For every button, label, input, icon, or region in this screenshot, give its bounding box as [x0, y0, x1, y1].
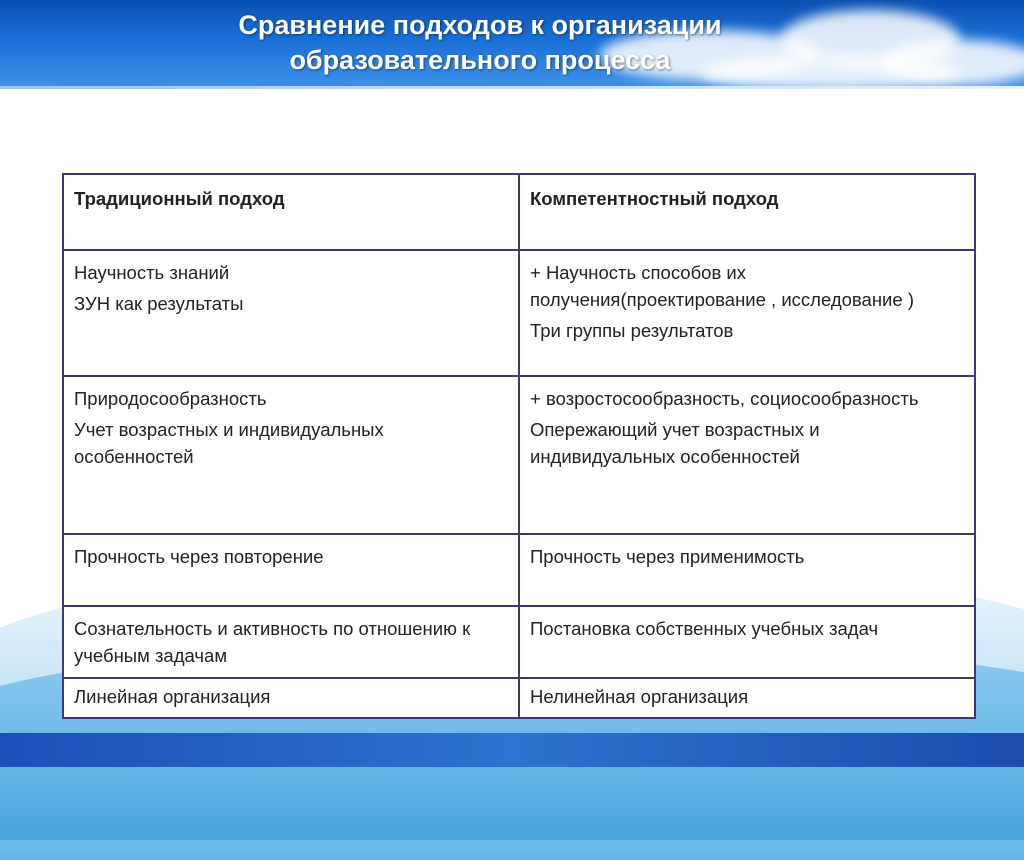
header-traditional: Традиционный подход: [63, 174, 519, 250]
cell-left: [63, 376, 519, 534]
cell-text: + возростосообразность, социосообразность: [530, 388, 919, 409]
title-banner: [0, 0, 1024, 86]
table-row: [63, 678, 975, 718]
cell-text: Природосообразность: [74, 388, 267, 409]
cell-text: Научность знаний: [74, 262, 230, 283]
cell-left: [63, 678, 519, 718]
cell-left: [63, 534, 519, 606]
cell-right: [519, 678, 975, 718]
cell-text: Постановка собственных учебных задач: [530, 618, 879, 639]
cell-right: [519, 534, 975, 606]
table-row: [63, 250, 975, 376]
table-row: [63, 376, 975, 534]
title-underline: [0, 86, 1024, 89]
table-row: [63, 534, 975, 606]
cell-text: Учет возрастных и индивидуальных особенностей: [74, 419, 384, 467]
slide-title: [0, 8, 960, 78]
cell-right: [519, 376, 975, 534]
footer-bar: [0, 733, 1024, 767]
table-row: [63, 606, 975, 678]
slide-title-line1: Сравнение подходов к организации: [238, 10, 722, 40]
cell-text: ЗУН как результаты: [74, 293, 244, 314]
slide-title-line2: образовательного процесса: [289, 45, 671, 75]
cell-text: Линейная организация: [74, 686, 271, 707]
header-competency: Компетентностный подход: [519, 174, 975, 250]
cell-text: Прочность через повторение: [74, 546, 324, 567]
cell-text: Опережающий учет возрастных и индивидуальных особенностей: [530, 419, 820, 467]
cell-right: [519, 606, 975, 678]
cell-text: Прочность через применимость: [530, 546, 805, 567]
cell-left: [63, 250, 519, 376]
cell-left: [63, 606, 519, 678]
cell-text: Сознательность и активность по отношению к учебным задачам: [74, 618, 471, 666]
comparison-table: [62, 173, 976, 719]
cell-text: + Научность способов их получения(проектирование , исследование ): [530, 262, 914, 310]
cell-text: Три группы результатов: [530, 320, 734, 341]
cell-right: [519, 250, 975, 376]
table-header-row: [63, 174, 975, 250]
cell-text: Нелинейная организация: [530, 686, 749, 707]
